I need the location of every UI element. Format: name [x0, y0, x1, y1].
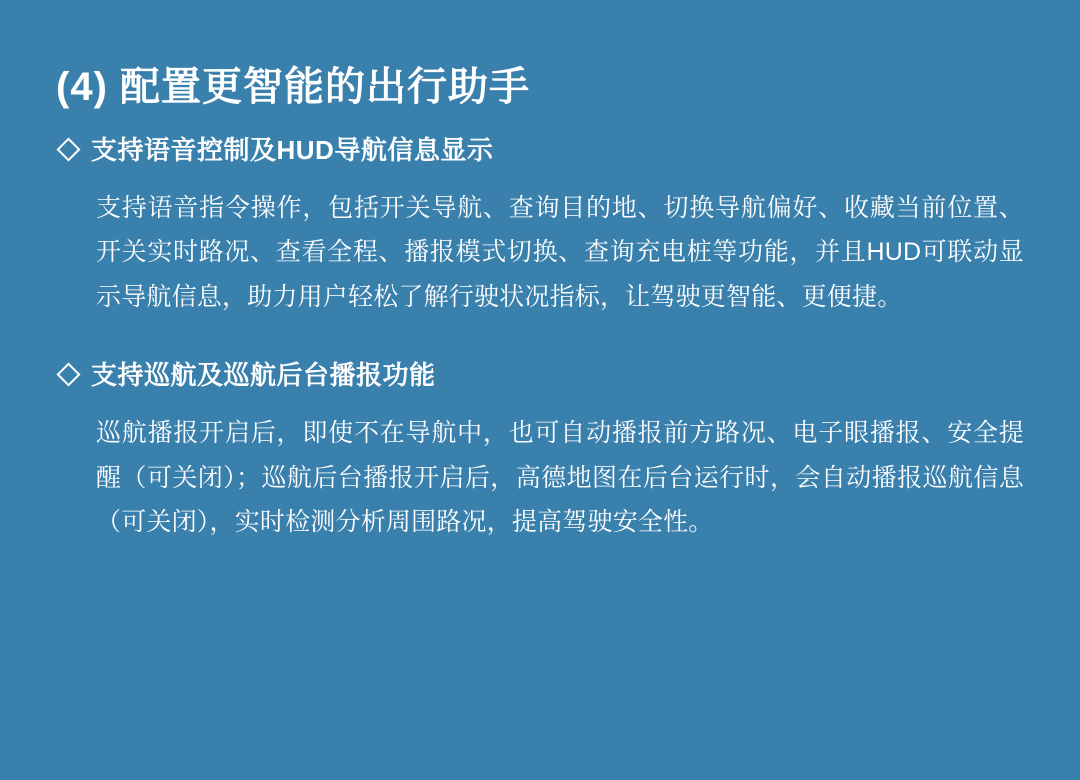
diamond-outline-icon — [56, 137, 80, 161]
section-heading-label: 支持语音控制及HUD导航信息显示 — [91, 135, 494, 165]
page-title: (4) 配置更智能的出行助手 — [56, 65, 530, 109]
section-heading — [60, 134, 1024, 168]
section-body-text: 支持语音指令操作，包括开关导航、查询目的地、切换导航偏好、收藏当前位置、开关实时路况、查看全程、播报模式切换、查询充电桩等功能，并且HUD可联动显示导航信息，助力用户轻松了解行驶状况指标，让驾驶更智能、更便捷。 — [96, 193, 1024, 311]
diamond-outline-icon — [56, 363, 80, 387]
section-cruise-broadcast — [56, 359, 1024, 544]
section-heading-label: 支持巡航及巡航后台播报功能 — [91, 360, 436, 391]
section-voice-control — [56, 134, 1024, 319]
section-heading — [60, 359, 1024, 393]
section-body-text: 巡航播报开启后，即使不在导航中，也可自动播报前方路况、电子眼播报、安全提醒（可关闭）；巡航后台播报开启后，高德地图在后台运行时，会自动播报巡航信息（可关闭），实时检测分析周围路况，提高驾驶安全性。 — [96, 419, 1024, 537]
